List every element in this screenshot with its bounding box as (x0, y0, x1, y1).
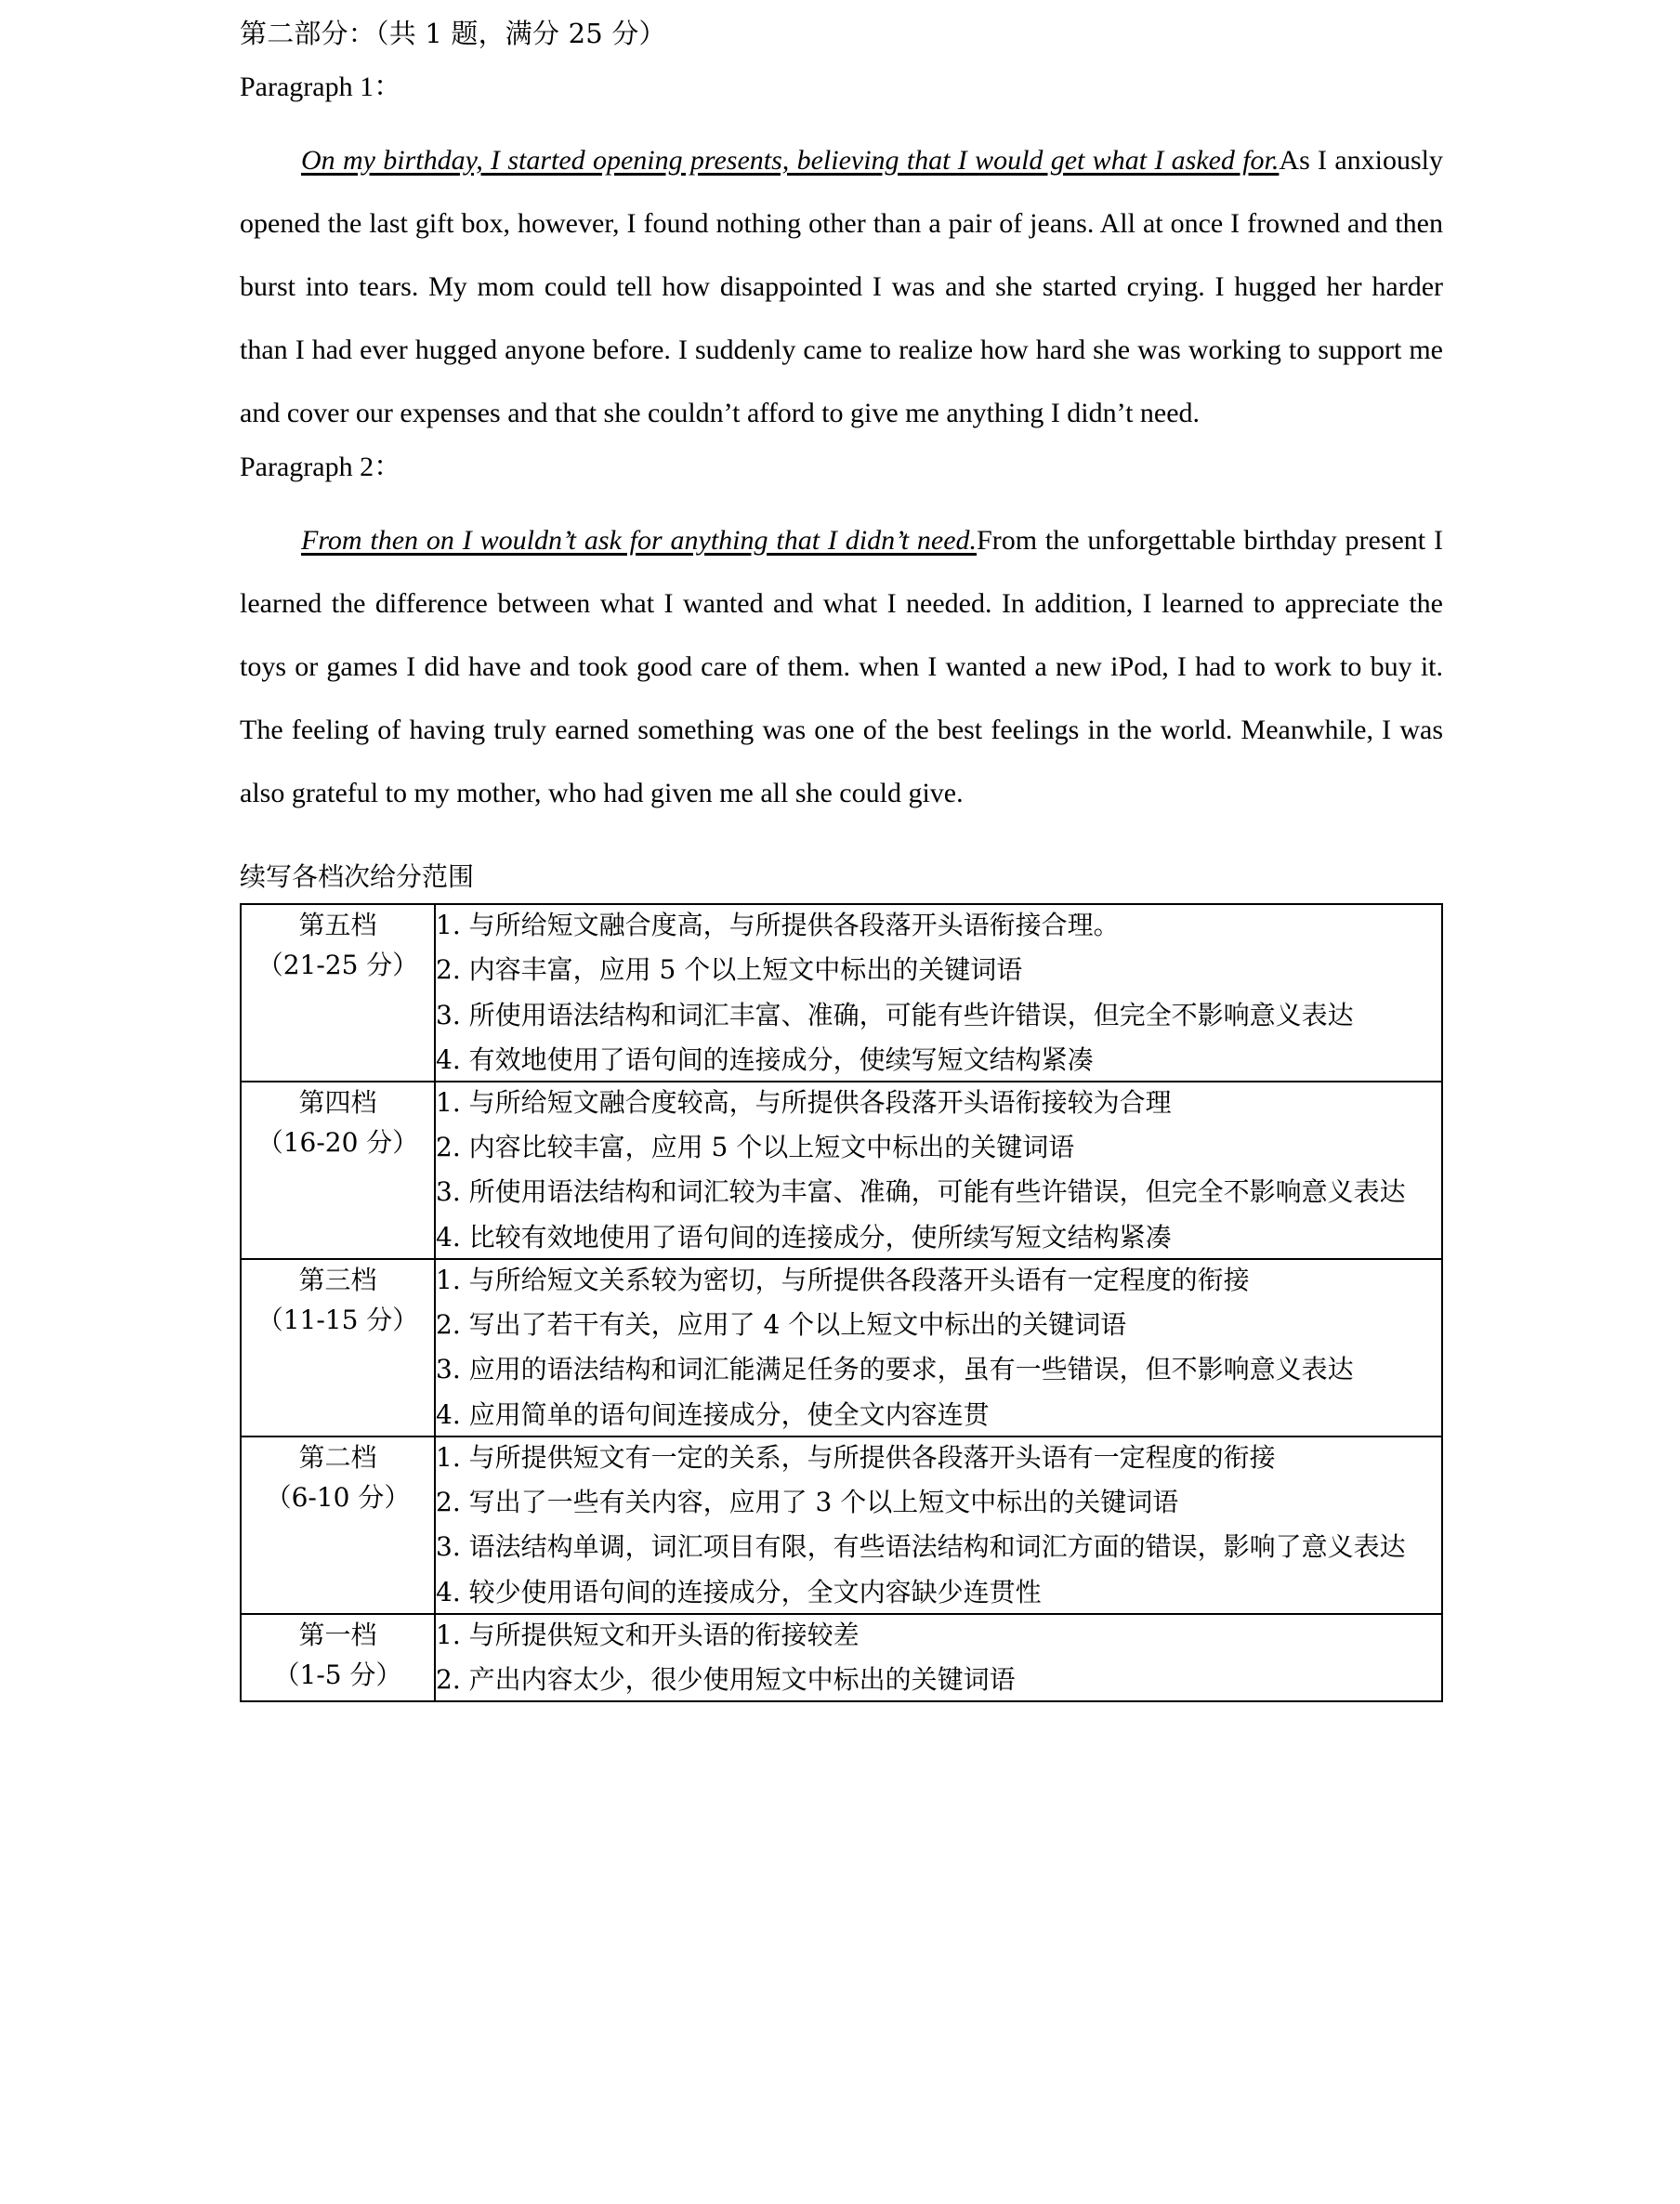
rubric-criteria-cell (435, 1259, 1442, 1437)
criteria-list (436, 905, 1441, 1081)
spacer (240, 829, 1443, 860)
rubric-criteria-cell (435, 1614, 1442, 1701)
paragraph-1-lead-sentence: On my birthday, I started opening presents, believing that I would get what I asked for. (301, 144, 1280, 176)
paragraph-2-body: From the unforgettable birthday present I learned the difference between what I wanted and what I needed. In addition, I learned to appreciate the toys or games I did have and took good care of them. when I wanted a new iPod, I had to work to buy it. The feeling of having truly earned something was one of the best feelings in the world. Meanwhile, I was also grateful to my mother, who had given me all she could give. (240, 524, 1443, 808)
criteria-list (436, 1615, 1441, 1700)
rubric-caption: 续写各档次给分范围 (240, 860, 475, 892)
criteria-list (436, 1260, 1441, 1436)
rubric-band-cell (241, 1614, 435, 1701)
paragraph-1-text (240, 129, 1443, 445)
spacer (240, 500, 1443, 509)
paragraph-2-lead-sentence: From then on I wouldn’t ask for anything that I didn’t need. (301, 524, 978, 556)
criteria-item: 4. 有效地使用了语句间的连接成分，使续写短文结构紧凑 (436, 1043, 1094, 1075)
band-score-range: （21-25 分） (256, 950, 419, 981)
band-name: 第四档 (298, 1087, 377, 1119)
criteria-list (436, 1082, 1441, 1258)
scoring-rubric-table (240, 903, 1443, 1702)
criteria-item: 2. 内容比较丰富，应用 5 个以上短文中标出的关键词语 (436, 1132, 1075, 1163)
rubric-criteria-cell (435, 904, 1442, 1082)
rubric-table-body (241, 904, 1442, 1701)
rubric-criteria-cell (435, 1437, 1442, 1614)
paragraph-1-body: As I anxiously opened the last gift box, however, I found nothing other than a pair of jeans. All at once I frowned and then burst into tears. My mom could tell how disappointed I was and she started crying. I hugged her harder than I had ever hugged anyone before. I suddenly came to realize how hard she was working to support me and cover our expenses and that she couldn’t afford to give me anything I didn’t need. (240, 144, 1443, 428)
rubric-band-cell (241, 904, 435, 1082)
paragraph-2-label: Paragraph 2： (240, 451, 402, 482)
criteria-item: 2. 内容丰富，应用 5 个以上短文中标出的关键词语 (436, 954, 1023, 986)
paragraph-1-label: Paragraph 1： (240, 71, 402, 102)
criteria-item: 2. 写出了一些有关内容，应用了 3 个以上短文中标出的关键词语 (436, 1487, 1179, 1518)
criteria-item: 1. 与所给短文融合度高，与所提供各段落开头语衔接合理。 (436, 910, 1120, 941)
criteria-item: 2. 产出内容太少，很少使用短文中标出的关键词语 (436, 1664, 1016, 1696)
criteria-item: 1. 与所给短文关系较为密切，与所提供各段落开头语有一定程度的衔接 (436, 1264, 1250, 1295)
band-score-range: （11-15 分） (256, 1305, 419, 1336)
paragraph-2-text (240, 509, 1443, 825)
rubric-criteria-cell (435, 1082, 1442, 1259)
criteria-item: 3. 所使用语法结构和词汇较为丰富、准确，可能有些许错误，但完全不影响意义表达 (436, 1176, 1406, 1208)
rubric-band-cell (241, 1082, 435, 1259)
criteria-item: 2. 写出了若干有关，应用了 4 个以上短文中标出的关键词语 (436, 1309, 1127, 1341)
table-row (241, 904, 1442, 1082)
table-row (241, 1437, 1442, 1614)
criteria-item: 1. 与所提供短文和开头语的衔接较差 (436, 1619, 860, 1650)
criteria-item: 3. 语法结构单调，词汇项目有限，有些语法结构和词汇方面的错误，影响了意义表达 (436, 1531, 1406, 1563)
criteria-item: 4. 比较有效地使用了语句间的连接成分，使所续写短文结构紧凑 (436, 1221, 1172, 1253)
table-row (241, 1082, 1442, 1259)
band-name: 第二档 (298, 1441, 377, 1473)
band-score-range: （1-5 分） (273, 1660, 402, 1691)
criteria-item: 3. 所使用语法结构和词汇丰富、准确，可能有些许错误，但完全不影响意义表达 (436, 999, 1354, 1030)
band-score-range: （16-20 分） (256, 1127, 419, 1159)
document-body (240, 17, 1443, 1702)
section-heading: 第二部分：（共 1 题，满分 25 分） (240, 18, 666, 49)
band-name: 第一档 (298, 1619, 377, 1650)
band-score-range: （6-10 分） (265, 1482, 411, 1514)
table-row (241, 1259, 1442, 1437)
criteria-item: 4. 较少使用语句间的连接成分，全文内容缺少连贯性 (436, 1576, 1042, 1607)
criteria-item: 1. 与所提供短文有一定的关系，与所提供各段落开头语有一定程度的衔接 (436, 1441, 1276, 1473)
rubric-band-cell (241, 1259, 435, 1437)
band-name: 第五档 (298, 910, 377, 941)
criteria-list (436, 1437, 1441, 1613)
rubric-band-cell (241, 1437, 435, 1614)
table-row (241, 1614, 1442, 1701)
criteria-item: 3. 应用的语法结构和词汇能满足任务的要求，虽有一些错误，但不影响意义表达 (436, 1354, 1354, 1385)
spacer (240, 120, 1443, 129)
criteria-item: 1. 与所给短文融合度较高，与所提供各段落开头语衔接较为合理 (436, 1087, 1172, 1119)
band-name: 第三档 (298, 1264, 377, 1295)
criteria-item: 4. 应用简单的语句间连接成分，使全文内容连贯 (436, 1398, 990, 1430)
